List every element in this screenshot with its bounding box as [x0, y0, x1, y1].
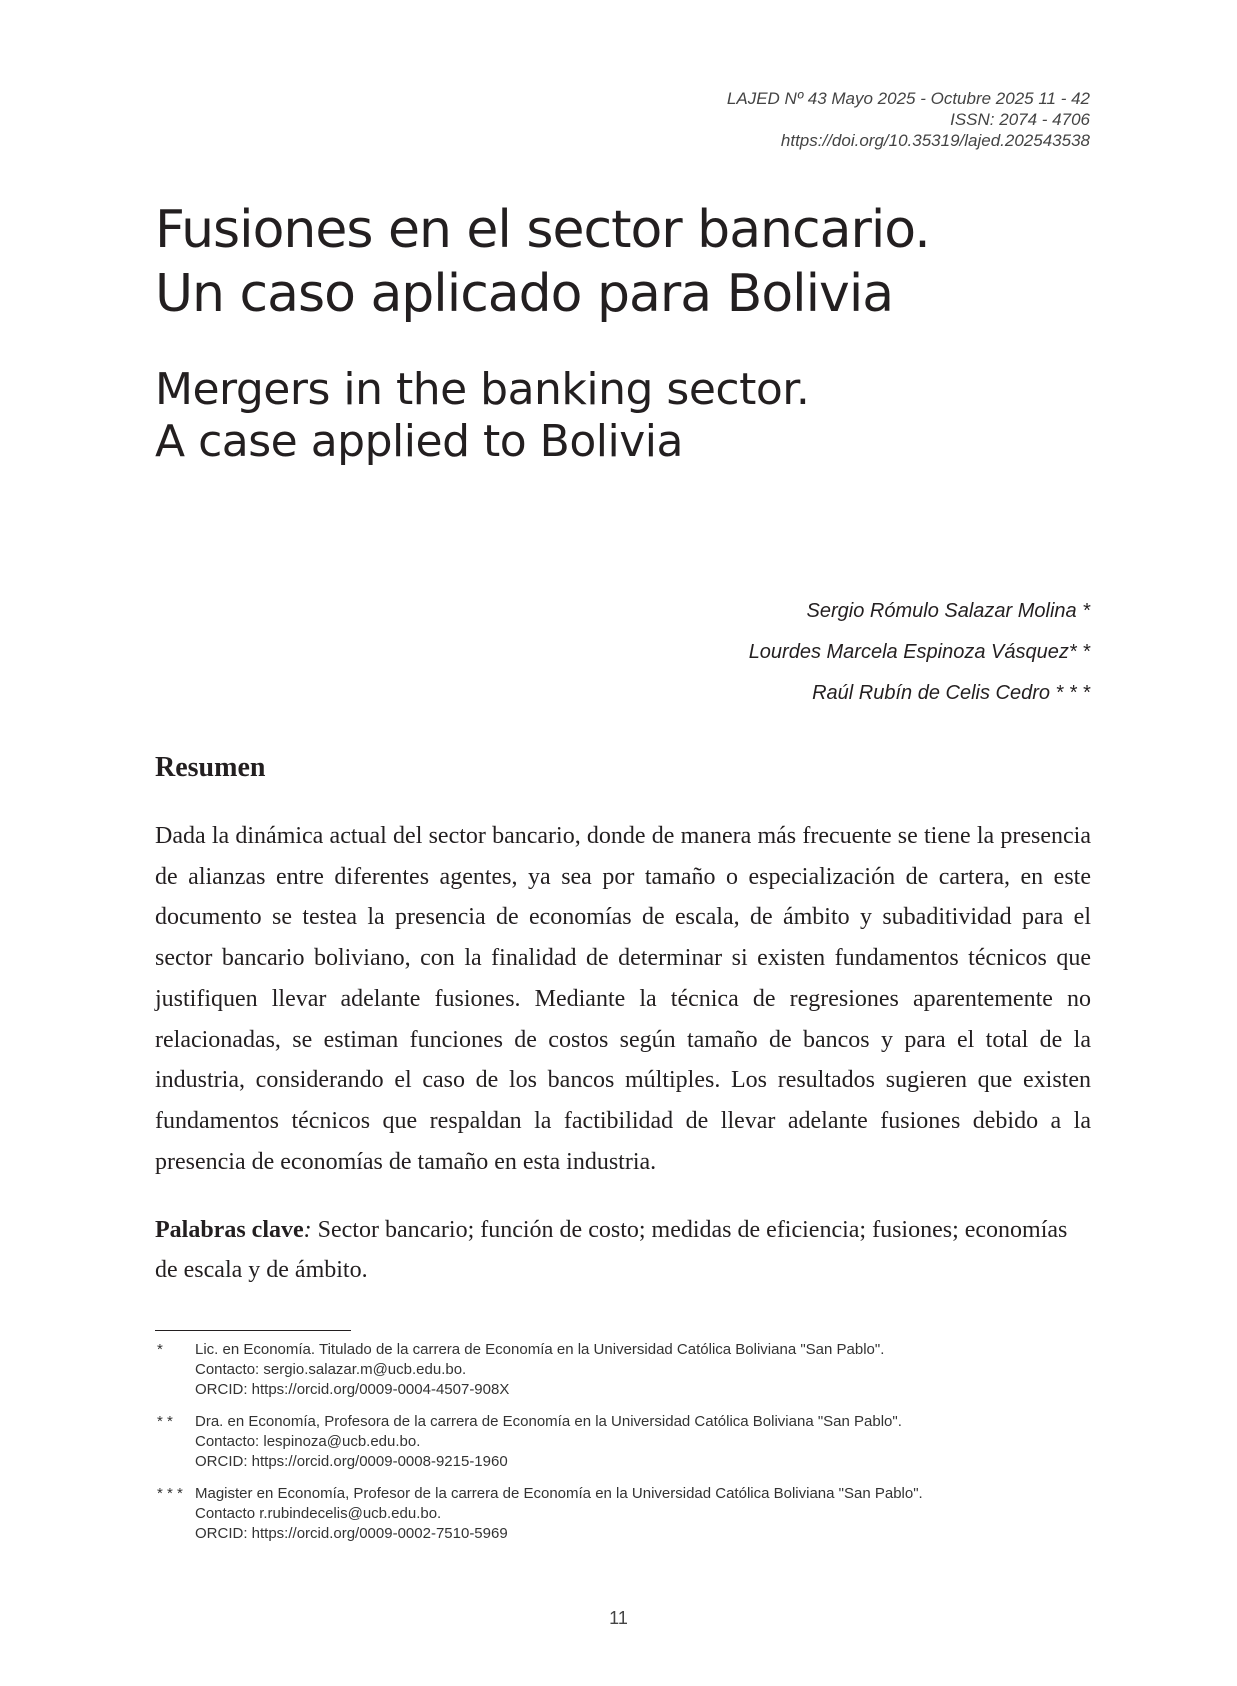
spanish-title: [155, 198, 930, 326]
journal-issue-line: LAJED Nº 43 Mayo 2025 - Octubre 2025 11 - 42: [726, 89, 1090, 108]
english-title: [155, 364, 809, 468]
footnote-mark: * *: [157, 1413, 173, 1430]
abstract-heading: Resumen: [155, 752, 266, 783]
author-list: [749, 596, 1090, 719]
footnote-orcid[interactable]: ORCID: https://orcid.org/0009-0008-9215-1960: [195, 1453, 508, 1470]
footnote-divider: [155, 1330, 351, 1331]
doi-link[interactable]: https://doi.org/10.35319/lajed.202543538: [780, 131, 1090, 150]
author-1: Sergio Rómulo Salazar Molina *: [806, 600, 1090, 622]
footnote-contact[interactable]: Contacto r.rubindecelis@ucb.edu.bo.: [195, 1505, 442, 1522]
page-number: 11: [609, 1608, 628, 1628]
footnote-2: [155, 1412, 1105, 1472]
footnote-mark: *: [157, 1341, 163, 1358]
footnote-3: [155, 1484, 1105, 1544]
footnote-contact[interactable]: Contacto: lespinoza@ucb.edu.bo.: [195, 1433, 421, 1450]
issn-line: ISSN: 2074 - 4706: [950, 110, 1090, 129]
spanish-title-line-2: Un caso aplicado para Bolivia: [155, 264, 894, 324]
author-3: Raúl Rubín de Celis Cedro * * *: [812, 682, 1090, 704]
keywords-label: Palabras clave: [155, 1217, 304, 1243]
footnote-mark: * * *: [157, 1485, 183, 1502]
keywords: [155, 1210, 1091, 1290]
english-title-line-2: A case applied to Bolivia: [155, 416, 683, 467]
footnote-contact[interactable]: Contacto: sergio.salazar.m@ucb.edu.bo.: [195, 1361, 467, 1378]
footnote-affiliation: Dra. en Economía, Profesora de la carrera de Economía en la Universidad Católica Boliviana "San Pablo".: [195, 1413, 902, 1430]
footnote-orcid[interactable]: ORCID: https://orcid.org/0009-0004-4507-908X: [195, 1381, 510, 1398]
spanish-title-line-1: Fusiones en el sector bancario.: [155, 200, 930, 260]
footnote-orcid[interactable]: ORCID: https://orcid.org/0009-0002-7510-5969: [195, 1525, 508, 1542]
english-title-line-1: Mergers in the banking sector.: [155, 364, 810, 415]
keywords-text: Sector bancario; función de costo; medidas de eficiencia; fusiones; economías de escala y de ámbito.: [155, 1217, 1068, 1283]
footnotes: [155, 1340, 1105, 1556]
footnote-affiliation: Lic. en Economía. Titulado de la carrera de Economía en la Universidad Católica Boliviana "San Pablo".: [195, 1341, 885, 1358]
footnote-1: [155, 1340, 1105, 1400]
journal-header: [727, 88, 1090, 151]
footnote-affiliation: Magister en Economía, Profesor de la carrera de Economía en la Universidad Católica Boliviana "San Pablo".: [195, 1485, 923, 1502]
author-2: Lourdes Marcela Espinoza Vásquez* *: [748, 641, 1090, 663]
keywords-separator: :: [303, 1217, 312, 1243]
abstract-text: Dada la dinámica actual del sector bancario, donde de manera más frecuente se tiene la presencia de alianzas entre diferentes agentes, ya sea por tamaño o especialización de cartera, en este documento se testea la presencia de economías de escala, de ámbito y subaditividad para el sector bancario boliviano, con la finalidad de determinar si existen fundamentos técnicos que justifiquen llevar adelante fusiones. Mediante la técnica de regresiones aparentemente no relacionadas, se estiman funciones de costos según tamaño de bancos y para el total de la industria, considerando el caso de los bancos múltiples. Los resultados sugieren que existen fundamentos técnicos que respaldan la factibilidad de llevar adelante fusiones debido a la presencia de economías de tamaño en esta industria.: [155, 823, 1091, 1175]
